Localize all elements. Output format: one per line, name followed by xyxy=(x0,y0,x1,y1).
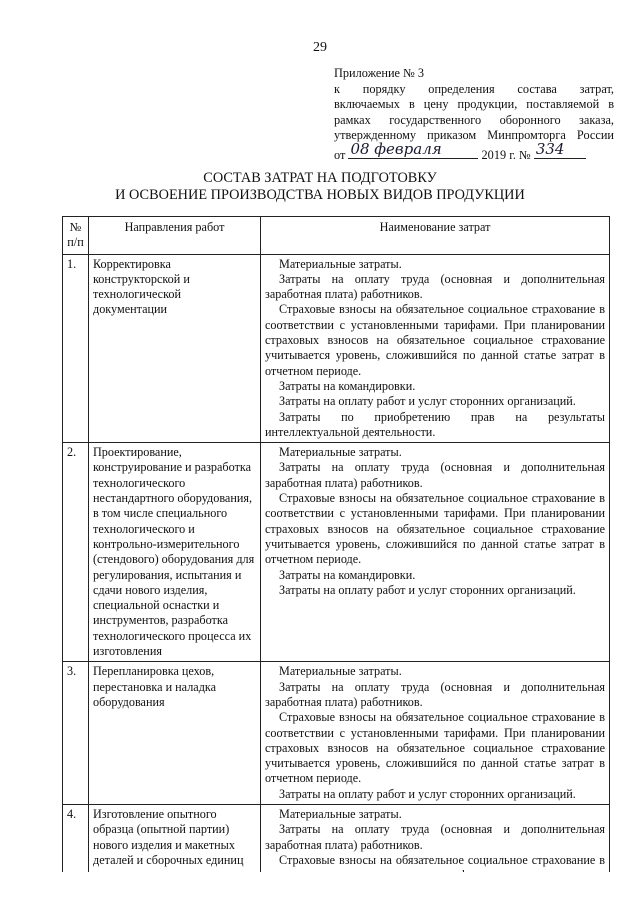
cost-item: Затраты на оплату труда (основная и дополнительная заработная плата) работников. xyxy=(265,271,605,302)
row-number: 2. xyxy=(63,443,89,662)
date-field xyxy=(348,140,478,159)
cost-item: Затраты по приобретению прав на результаты интеллектуальной деятельности. xyxy=(265,409,605,439)
cost-item: Затраты на оплату труда (основная и дополнительная заработная плата) работников. xyxy=(265,679,605,709)
table-row xyxy=(63,662,610,805)
cost-item: Материальные затраты. xyxy=(279,256,402,271)
appendix-header xyxy=(334,66,614,163)
cost-item: Страховые взносы на обязательное социальное страхование в соответствии с установленными тарифами. При планировании страховых взносов на обязательное социальное страхование учитывается уровень, сложившийся по данной статье затрат в отчетном периоде. xyxy=(265,491,605,567)
cost-items xyxy=(261,662,610,805)
cost-item: Материальные затраты. xyxy=(279,664,402,679)
header-costs: Наименование затрат xyxy=(261,217,610,255)
table-row xyxy=(63,254,610,443)
table-header-row xyxy=(63,217,610,255)
cost-items xyxy=(261,443,610,662)
cost-items xyxy=(261,254,610,443)
cost-item: Материальные затраты. xyxy=(279,806,402,821)
page-number: 29 xyxy=(313,40,327,55)
cost-item: Затраты на командировки. xyxy=(279,567,416,582)
row-number: 4. xyxy=(63,804,89,885)
page-bottom-margin xyxy=(0,872,640,905)
table-row xyxy=(63,443,610,662)
work-direction: Изготовление опытного образца (опытной партии) нового изделия и макетных деталей и сборочных единиц xyxy=(89,804,261,885)
document-title xyxy=(0,170,640,204)
appendix-line: к порядку определения состава затрат, xyxy=(334,81,614,96)
cost-item: Затраты на оплату работ и услуг сторонних организаций. xyxy=(279,582,576,597)
appendix-line: включаемых в цену продукции, поставляемой в xyxy=(334,97,614,111)
header-number xyxy=(63,217,89,255)
work-direction: Проектирование, конструирование и разработка технологического нестандартного оборудования, в том числе специального технологического и контрольно-измерительного (стендового) оборудования для регулирования, испытания и сдачи нового изделия, специальной оснастки и инструментов, разработка технологического процесса их изготовления xyxy=(89,443,261,662)
title-line-1: СОСТАВ ЗАТРАТ НА ПОДГОТОВКУ xyxy=(203,170,437,186)
cost-item: Затраты на оплату труда (основная и дополнительная заработная плата) работников. xyxy=(265,822,605,852)
cost-item: Затраты на оплату работ и услуг сторонних организаций. xyxy=(279,786,576,801)
header-number-line2: п/п xyxy=(67,235,84,250)
appendix-line: рамках государственного оборонного заказа, xyxy=(334,112,614,127)
cost-item: Затраты на оплату труда (основная и дополнительная заработная плата) работников. xyxy=(265,460,605,490)
handwritten-number: 334 xyxy=(535,140,565,158)
year-number-label: 2019 г. № xyxy=(481,147,531,162)
cost-item: Затраты на оплату работ и услуг сторонних организаций. xyxy=(279,394,576,409)
number-field xyxy=(534,140,586,159)
order-date-line xyxy=(334,140,614,164)
costs-table xyxy=(62,216,610,886)
cost-item: Затраты на командировки. xyxy=(279,378,416,393)
title-line-2: И ОСВОЕНИЕ ПРОИЗВОДСТВА НОВЫХ ВИДОВ ПРОДУКЦИИ xyxy=(115,187,525,203)
date-prefix: от xyxy=(334,147,346,162)
row-number: 3. xyxy=(63,662,89,805)
cost-item: Страховые взносы на обязательное социальное страхование в соответствии с установленными тарифами. При планировании страховых взносов на обязательное социальное страхование учитывается уровень, сложившийся по данной статье затрат в отчетном периоде. xyxy=(265,710,605,786)
cost-item: Материальные затраты. xyxy=(279,445,402,460)
cost-item: Страховые взносы на обязательное социальное страхование в xyxy=(279,852,605,867)
header-direction: Направления работ xyxy=(89,217,261,255)
appendix-line: утвержденному приказом Минпромторга России xyxy=(334,128,614,142)
row-number: 1. xyxy=(63,254,89,443)
handwritten-date: 08 февраля xyxy=(350,140,442,158)
work-direction: Корректировка конструкторской и технологической документации xyxy=(89,254,261,443)
work-direction: Перепланировка цехов, перестановка и наладка оборудования xyxy=(89,662,261,805)
cost-item: Страховые взносы на обязательное социальное страхование в соответствии с установленными тарифами. При планировании страховых взносов на обязательное социальное страхование учитывается уровень, сложившийся по данной статье затрат в отчетном периоде. xyxy=(265,302,605,378)
header-number-line1: № xyxy=(69,220,82,234)
appendix-line: Приложение № 3 xyxy=(334,66,425,80)
